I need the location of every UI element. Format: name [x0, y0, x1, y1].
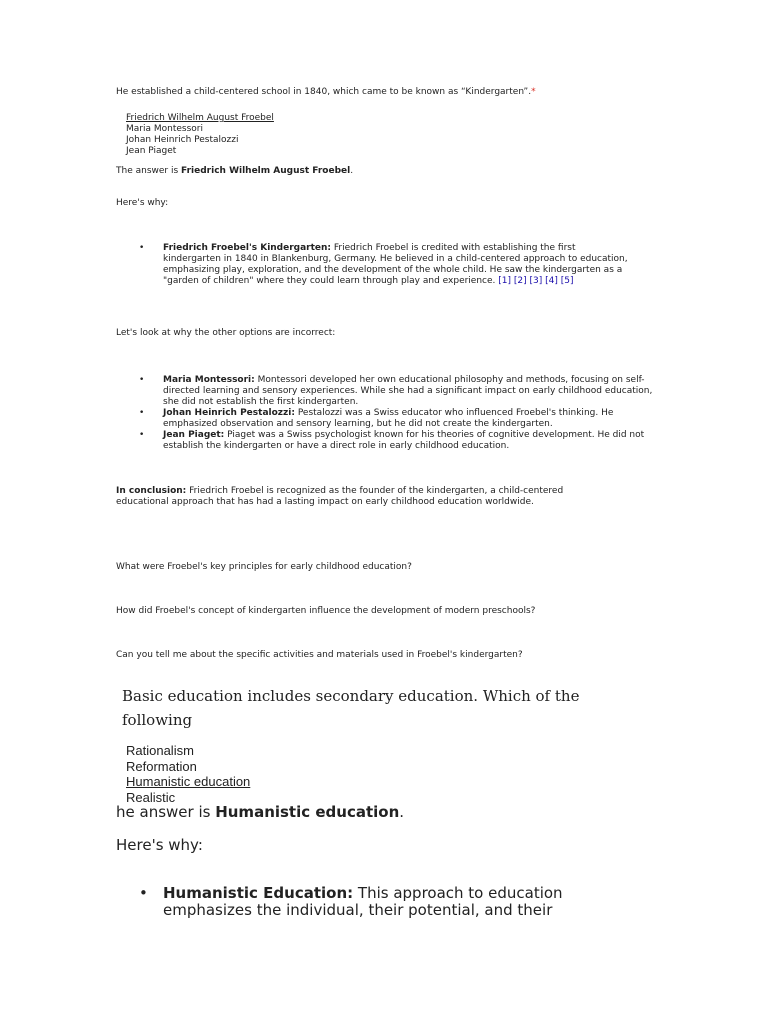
item-text: Pestalozzi was a Swiss educator who influenced Froebel's thinking. He emphasized observation and sensory learning, but he did not create the kindergarten.	[163, 408, 614, 429]
question-1-options	[126, 113, 526, 157]
bullet-title: Friedrich Froebel's Kindergarten:	[163, 243, 332, 253]
item-title: Maria Montessori:	[163, 375, 255, 385]
citation-link[interactable]: [4]	[545, 276, 558, 286]
bullet-icon: •	[139, 884, 148, 902]
required-mark: *	[531, 87, 536, 97]
list-item	[139, 430, 653, 452]
followup-question[interactable]: What were Froebel's key principles for early childhood education?	[116, 562, 412, 572]
followup-question[interactable]: Can you tell me about the specific activities and materials used in Froebel's kindergarten?	[116, 650, 523, 660]
citation-link[interactable]: [3]	[529, 276, 543, 286]
question-2-options	[126, 743, 426, 805]
answer-suffix: .	[399, 803, 405, 821]
citation-link[interactable]: [5]	[560, 276, 574, 286]
followup-question[interactable]: How did Froebel's concept of kindergarten influence the development of modern preschools?	[116, 606, 536, 616]
bullet-text: Friedrich Froebel is credited with establishing the first kindergarten in 1840 in Blankenburg, Germany. He believed in a child-centered approach to education, emphasizing play, exploration, and the development of the whole child. He saw the kindergarten as a "garden of children" where they could learn through play and experience.	[163, 243, 628, 286]
conclusion	[116, 486, 616, 508]
bullet-icon: •	[139, 430, 145, 440]
heres-why-2: Here's why:	[116, 836, 203, 854]
list-item	[139, 243, 633, 287]
citation-link[interactable]: [1]	[498, 276, 512, 286]
explanation-bullet	[139, 243, 633, 287]
answer-prefix: he answer is	[116, 803, 216, 821]
bullet-icon: •	[139, 375, 145, 385]
item-title: Johan Heinrich Pestalozzi:	[163, 408, 295, 418]
heres-why: Here's why:	[116, 198, 169, 208]
option-realistic[interactable]: Realistic	[126, 789, 176, 805]
question-1	[116, 87, 716, 98]
item-text: Montessori developed her own educational philosophy and methods, focusing on self-directed learning and sensory experiences. While she had a significant impact on early childhood education, she did not establish the first kindergarten.	[163, 375, 653, 407]
list-item	[139, 408, 653, 430]
question-2-text: Basic education includes secondary education. Which of the following	[122, 687, 580, 729]
item-text: Piaget was a Swiss psychologist known for his theories of cognitive development. He did not establish the kindergarten or have a direct role in early childhood education.	[163, 430, 645, 451]
list-item	[139, 375, 653, 408]
list-item	[139, 884, 583, 919]
answer-line-2	[116, 804, 716, 821]
bullet-title: Humanistic Education:	[163, 884, 354, 902]
answer-line	[116, 166, 716, 177]
conclusion-title: In conclusion:	[116, 486, 187, 496]
conclusion-text: Friedrich Froebel is recognized as the founder of the kindergarten, a child-centered educational approach that has had a lasting impact on early childhood education worldwide.	[116, 486, 564, 507]
citation-link[interactable]: [2]	[513, 276, 527, 286]
option-reformation[interactable]: Reformation	[126, 758, 197, 774]
bullet-icon: •	[139, 243, 145, 253]
question-1-text: He established a child-centered school in 1840, which came to be known as “Kindergarten”.	[116, 87, 532, 97]
answer-text: Humanistic education	[215, 803, 400, 821]
option-humanistic-education[interactable]: Humanistic education	[126, 774, 251, 789]
answer-prefix: The answer is	[116, 166, 182, 176]
answer-text: Friedrich Wilhelm August Froebel	[181, 166, 351, 176]
option-froebel[interactable]: Friedrich Wilhelm August Froebel	[126, 113, 274, 123]
option-rationalism[interactable]: Rationalism	[126, 743, 194, 758]
item-title: Jean Piaget:	[163, 430, 225, 440]
explanation-bullet-2	[139, 884, 583, 919]
bullet-text: This approach to education emphasizes the individual, their potential, and their	[163, 884, 563, 919]
option-piaget[interactable]: Jean Piaget	[126, 146, 177, 156]
option-pestalozzi[interactable]: Johan Heinrich Pestalozzi	[126, 135, 239, 145]
bullet-icon: •	[139, 408, 145, 418]
incorrect-list	[139, 375, 653, 452]
incorrect-intro: Let's look at why the other options are incorrect:	[116, 328, 336, 338]
option-montessori[interactable]: Maria Montessori	[126, 124, 203, 134]
answer-suffix: .	[350, 166, 354, 176]
